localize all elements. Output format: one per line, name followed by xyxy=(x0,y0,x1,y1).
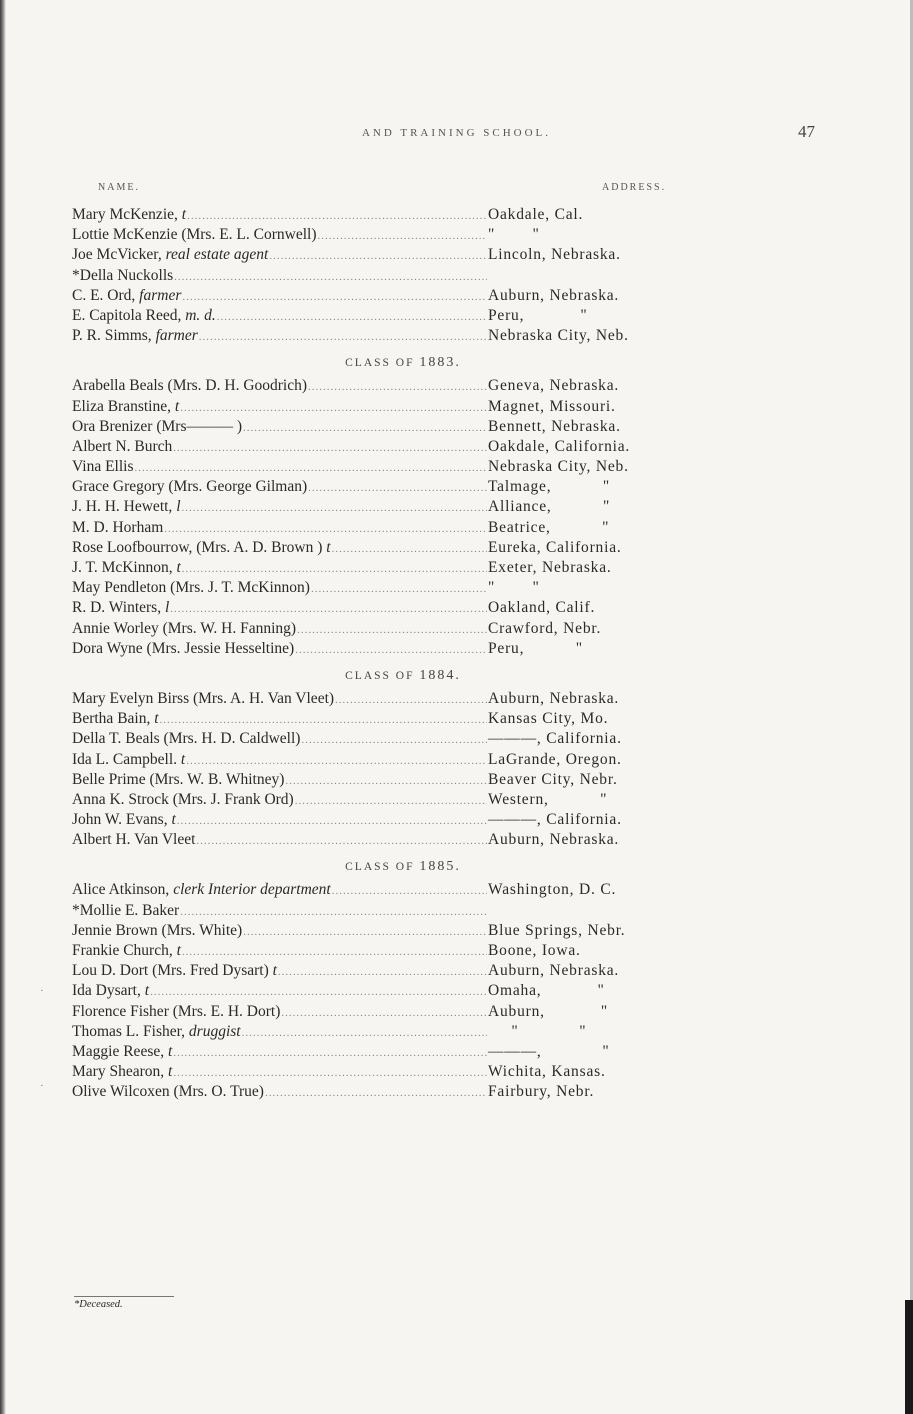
alumni-name xyxy=(72,881,331,899)
alumni-occupation: l xyxy=(176,498,181,516)
alumni-name xyxy=(72,1023,241,1041)
alumni-address: LaGrande, Oregon. xyxy=(488,750,622,768)
class-heading xyxy=(72,349,734,377)
alumni-name-text: *Mollie E. Baker xyxy=(72,901,180,919)
alumni-address: " " xyxy=(488,226,540,244)
alumni-name-text: M. D. Horham xyxy=(72,518,164,536)
alumni-name xyxy=(72,267,173,285)
alumni-name xyxy=(72,1003,280,1021)
alumni-row xyxy=(72,730,734,750)
footnote-block xyxy=(72,1290,174,1310)
alumni-name xyxy=(72,539,331,557)
alumni-name-text: Thomas L. Fisher, xyxy=(72,1022,189,1040)
alumni-address: Western, " xyxy=(488,790,608,808)
alumni-occupation: clerk Interior department xyxy=(173,881,331,899)
alumni-name-text: Maggie Reese, xyxy=(72,1042,168,1060)
leader-dots xyxy=(182,946,487,958)
leader-dots xyxy=(160,714,487,726)
alumni-row xyxy=(72,1023,734,1043)
alumni-occupation: t xyxy=(144,982,150,1000)
alumni-name-text: Ida Dysart, xyxy=(72,982,145,1000)
alumni-name xyxy=(72,287,181,305)
alumni-row xyxy=(72,982,734,1002)
class-heading-label: CLASS OF xyxy=(345,357,415,370)
alumni-name xyxy=(72,246,268,264)
alumni-row xyxy=(72,226,734,246)
leader-dots xyxy=(150,986,487,998)
alumni-row xyxy=(72,519,734,539)
footnote: *Deceased. xyxy=(74,1299,123,1310)
alumni-address: Oakdale, California. xyxy=(488,437,631,455)
alumni-name xyxy=(72,902,179,920)
alumni-name xyxy=(72,962,277,980)
alumni-row xyxy=(72,307,734,327)
leader-dots xyxy=(177,815,487,827)
alumni-name xyxy=(72,791,294,809)
margin-mark: · xyxy=(40,985,44,997)
alumni-name-text: Ida L. Campbell. xyxy=(72,750,181,768)
alumni-occupation: druggist xyxy=(188,1022,241,1040)
alumni-name-text: Della T. Beals (Mrs. H. D. Caldwell) xyxy=(72,730,301,748)
leader-dots xyxy=(186,755,487,767)
alumni-occupation: t xyxy=(154,710,159,728)
alumni-occupation: t xyxy=(176,942,181,959)
class-heading-label: CLASS OF xyxy=(345,669,415,682)
alumni-address: Nebraska City, Neb. xyxy=(488,327,629,345)
running-head: AND TRAINING SCHOOL. xyxy=(361,127,552,139)
alumni-address: " " xyxy=(488,1022,587,1040)
alumni-row xyxy=(72,206,734,226)
alumni-occupation: t xyxy=(174,397,180,415)
alumni-name-text: J. T. McKinnon, xyxy=(72,559,177,576)
alumni-address: Auburn, " xyxy=(488,1002,609,1020)
alumni-occupation: t xyxy=(181,206,187,223)
leader-dots xyxy=(196,835,487,847)
alumni-name xyxy=(72,599,169,617)
alumni-name xyxy=(72,1083,264,1101)
alumni-occupation: l xyxy=(164,599,170,617)
alumni-address: Beatrice, " xyxy=(488,518,610,536)
alumni-address: Oakland, Calif. xyxy=(488,599,596,617)
alumni-name xyxy=(72,458,134,476)
alumni-name-text: Bertha Bain, xyxy=(72,710,155,728)
class-heading-label: CLASS OF xyxy=(345,861,415,874)
alumni-name xyxy=(72,922,242,940)
footnote-rule xyxy=(74,1296,174,1297)
alumni-occupation: real estate agent xyxy=(165,246,269,264)
alumni-name-text: Alice Atkinson, xyxy=(72,881,174,899)
alumni-row xyxy=(72,579,734,599)
alumni-name-text: E. Capitola Reed, xyxy=(72,306,186,324)
leader-dots xyxy=(199,331,487,343)
alumni-name-text: Mary Evelyn Birss (Mrs. A. H. Van Vleet) xyxy=(72,689,335,707)
alumni-name-text: Joe McVicker, xyxy=(72,246,166,264)
alumni-name-text: Jennie Brown (Mrs. White) xyxy=(72,921,243,939)
alumni-list xyxy=(72,206,734,1104)
alumni-occupation: t xyxy=(171,811,176,829)
leader-dots xyxy=(180,402,487,414)
leader-dots xyxy=(243,422,487,434)
alumni-name-text: Eliza Branstine, xyxy=(72,397,175,415)
alumni-row xyxy=(72,438,734,458)
alumni-row xyxy=(72,1083,734,1103)
column-header-address: ADDRESS. xyxy=(602,182,667,193)
alumni-name-text: Arabella Beals (Mrs. D. H. Goodrich) xyxy=(72,377,308,395)
alumni-name-text: Albert H. Van Vleet xyxy=(72,831,196,849)
alumni-address: Crawford, Nebr. xyxy=(488,619,602,637)
alumni-name xyxy=(72,831,195,849)
alumni-name-text: Anna K. Strock (Mrs. J. Frank Ord) xyxy=(72,790,294,808)
alumni-occupation: t xyxy=(176,559,181,576)
leader-dots xyxy=(332,543,487,555)
alumni-row xyxy=(72,902,734,922)
alumni-row xyxy=(72,811,734,831)
alumni-name xyxy=(72,519,163,537)
alumni-name-text: Lottie McKenzie (Mrs. E. L. Cornwell) xyxy=(72,226,317,244)
leader-dots xyxy=(301,734,487,746)
alumni-name-text: C. E. Ord, xyxy=(72,286,140,304)
alumni-name xyxy=(72,226,317,244)
leader-dots xyxy=(297,624,487,636)
alumni-row xyxy=(72,1003,734,1023)
alumni-name-text: Grace Gregory (Mrs. George Gilman) xyxy=(72,478,308,496)
alumni-row xyxy=(72,1043,734,1063)
alumni-name-text: Florence Fisher (Mrs. E. H. Dort) xyxy=(72,1002,281,1020)
alumni-row xyxy=(72,539,734,559)
leader-dots xyxy=(332,885,487,897)
alumni-address: ———, California. xyxy=(488,811,622,829)
alumni-address: Boone, Iowa. xyxy=(488,942,581,959)
alumni-name xyxy=(72,710,159,728)
alumni-address: Geneva, Nebraska. xyxy=(488,377,620,395)
page-number: 47 xyxy=(798,122,815,141)
alumni-name xyxy=(72,327,198,345)
alumni-row xyxy=(72,791,734,811)
alumni-name xyxy=(72,751,185,769)
alumni-occupation: t xyxy=(326,538,331,556)
alumni-name xyxy=(72,1043,172,1061)
alumni-name xyxy=(72,1063,172,1081)
alumni-address: Beaver City, Nebr. xyxy=(488,770,618,788)
alumni-row xyxy=(72,710,734,730)
alumni-address: ———, " xyxy=(488,1042,610,1060)
alumni-address: Nebraska City, Neb. xyxy=(488,458,629,476)
leader-dots xyxy=(318,230,488,242)
alumni-address: " " xyxy=(488,579,540,597)
leader-dots xyxy=(265,1087,487,1099)
leader-dots xyxy=(311,583,487,595)
alumni-occupation: t xyxy=(272,962,277,980)
leader-dots xyxy=(295,644,487,656)
alumni-name xyxy=(72,730,300,748)
alumni-name-text: *Della Nuckolls xyxy=(72,266,174,284)
alumni-name-text: Annie Worley (Mrs. W. H. Fanning) xyxy=(72,619,297,637)
leader-dots xyxy=(269,250,487,262)
alumni-address: Wichita, Kansas. xyxy=(488,1063,606,1081)
alumni-name-text: Albert N. Burch xyxy=(72,437,173,455)
alumni-row xyxy=(72,559,734,579)
alumni-row xyxy=(72,1063,734,1083)
leader-dots xyxy=(174,271,487,283)
alumni-name-text: Frankie Church, xyxy=(72,942,177,959)
alumni-address: Bennett, Nebraska. xyxy=(488,417,621,435)
alumni-name xyxy=(72,620,296,638)
leader-dots xyxy=(281,1007,487,1019)
alumni-name xyxy=(72,982,149,1000)
alumni-name xyxy=(72,206,186,224)
alumni-name xyxy=(72,498,181,516)
leader-dots xyxy=(278,966,487,978)
leader-dots xyxy=(285,775,487,787)
margin-mark: · xyxy=(40,1080,44,1092)
leader-dots xyxy=(243,926,487,938)
alumni-row xyxy=(72,942,734,962)
alumni-row xyxy=(72,267,734,287)
alumni-row xyxy=(72,498,734,518)
class-heading-year: 1883. xyxy=(419,355,461,371)
alumni-name-text: Dora Wyne (Mrs. Jessie Hesseltine) xyxy=(72,639,295,657)
alumni-row xyxy=(72,922,734,942)
alumni-occupation: t xyxy=(168,1063,173,1081)
alumni-row xyxy=(72,478,734,498)
alumni-name-text: Ora Brenizer (Mrs——— ) xyxy=(72,417,243,435)
alumni-name xyxy=(72,478,307,496)
leader-dots xyxy=(164,523,487,535)
leader-dots xyxy=(182,291,487,303)
alumni-name-text: Mary Shearon, xyxy=(72,1063,168,1081)
alumni-row xyxy=(72,599,734,619)
alumni-address: Blue Springs, Nebr. xyxy=(488,921,626,939)
column-header-name: NAME. xyxy=(98,182,140,193)
class-heading xyxy=(72,853,734,881)
alumni-row xyxy=(72,751,734,771)
leader-dots xyxy=(187,210,487,222)
alumni-address: Auburn, Nebraska. xyxy=(488,831,620,849)
alumni-row xyxy=(72,962,734,982)
leader-dots xyxy=(135,462,488,474)
alumni-name xyxy=(72,579,310,597)
class-heading-year: 1885. xyxy=(419,859,461,875)
alumni-row xyxy=(72,458,734,478)
leader-dots xyxy=(173,442,487,454)
alumni-row xyxy=(72,690,734,710)
leader-dots xyxy=(308,381,487,393)
alumni-row xyxy=(72,287,734,307)
alumni-row xyxy=(72,771,734,791)
leader-dots xyxy=(173,1067,487,1079)
alumni-name xyxy=(72,307,216,325)
alumni-address: Auburn, Nebraska. xyxy=(488,962,620,980)
alumni-name-text: May Pendleton (Mrs. J. T. McKinnon) xyxy=(72,579,310,597)
alumni-address: Peru, " xyxy=(488,639,583,657)
alumni-address: Lincoln, Nebraska. xyxy=(488,246,621,264)
alumni-name xyxy=(72,398,179,416)
alumni-occupation: t xyxy=(167,1042,173,1060)
alumni-name xyxy=(72,640,294,658)
alumni-address: Omaha, " xyxy=(488,982,605,1000)
leader-dots xyxy=(242,1027,487,1039)
alumni-name xyxy=(72,690,334,708)
alumni-row xyxy=(72,327,734,347)
alumni-row xyxy=(72,377,734,397)
alumni-address: Eureka, California. xyxy=(488,538,622,556)
class-heading xyxy=(72,662,734,690)
alumni-occupation: t xyxy=(180,750,186,768)
alumni-address: Fairbury, Nebr. xyxy=(488,1083,595,1101)
leader-dots xyxy=(173,1047,487,1059)
alumni-address: Talmage, " xyxy=(488,478,610,496)
alumni-occupation: m. d. xyxy=(185,306,216,324)
alumni-name xyxy=(72,377,307,395)
alumni-name xyxy=(72,811,176,829)
alumni-name-text: R. D. Winters, xyxy=(72,599,165,617)
leader-dots xyxy=(217,311,487,323)
alumni-name-text: Olive Wilcoxen (Mrs. O. True) xyxy=(72,1083,264,1101)
page-edge-left xyxy=(0,0,6,1414)
leader-dots xyxy=(308,482,487,494)
alumni-address: Auburn, Nebraska. xyxy=(488,689,620,707)
alumni-row xyxy=(72,831,734,851)
alumni-address: Kansas City, Mo. xyxy=(488,710,609,728)
leader-dots xyxy=(295,795,487,807)
alumni-occupation: farmer xyxy=(139,286,182,304)
alumni-name-text: John W. Evans, xyxy=(72,811,172,829)
leader-dots xyxy=(170,603,487,615)
alumni-address: Oakdale, Cal. xyxy=(488,206,584,223)
alumni-name-text: Lou D. Dort (Mrs. Fred Dysart) xyxy=(72,962,273,980)
alumni-name xyxy=(72,771,284,789)
page-edge-shadow xyxy=(905,1300,913,1414)
alumni-name-text: Rose Loofbourrow, (Mrs. A. D. Brown ) xyxy=(72,538,327,556)
alumni-name-text: Vina Ellis xyxy=(72,458,134,476)
alumni-address: Peru, " xyxy=(488,306,588,324)
leader-dots xyxy=(180,906,487,918)
alumni-name xyxy=(72,438,172,456)
leader-dots xyxy=(182,502,488,514)
alumni-address: Auburn, Nebraska. xyxy=(488,286,620,304)
alumni-address: Exeter, Nebraska. xyxy=(488,559,612,576)
alumni-row xyxy=(72,640,734,660)
class-heading-year: 1884. xyxy=(419,667,461,683)
alumni-name xyxy=(72,942,181,960)
alumni-occupation: farmer xyxy=(155,327,198,345)
alumni-name-text: Mary McKenzie, xyxy=(72,206,182,223)
alumni-name xyxy=(72,559,181,577)
alumni-name-text: P. R. Simms, xyxy=(72,327,156,345)
alumni-row xyxy=(72,398,734,418)
leader-dots xyxy=(335,694,487,706)
alumni-address: Washington, D. C. xyxy=(488,881,617,899)
alumni-row xyxy=(72,246,734,266)
leader-dots xyxy=(182,563,487,575)
alumni-name-text: Belle Prime (Mrs. W. B. Whitney) xyxy=(72,770,285,788)
alumni-name xyxy=(72,418,242,436)
alumni-row xyxy=(72,418,734,438)
alumni-address: Alliance, " xyxy=(488,498,611,516)
alumni-address: ———, California. xyxy=(488,730,622,748)
alumni-row xyxy=(72,881,734,901)
alumni-address: Magnet, Missouri. xyxy=(488,397,616,415)
alumni-name-text: J. H. H. Hewett, xyxy=(72,498,177,516)
alumni-row xyxy=(72,620,734,640)
